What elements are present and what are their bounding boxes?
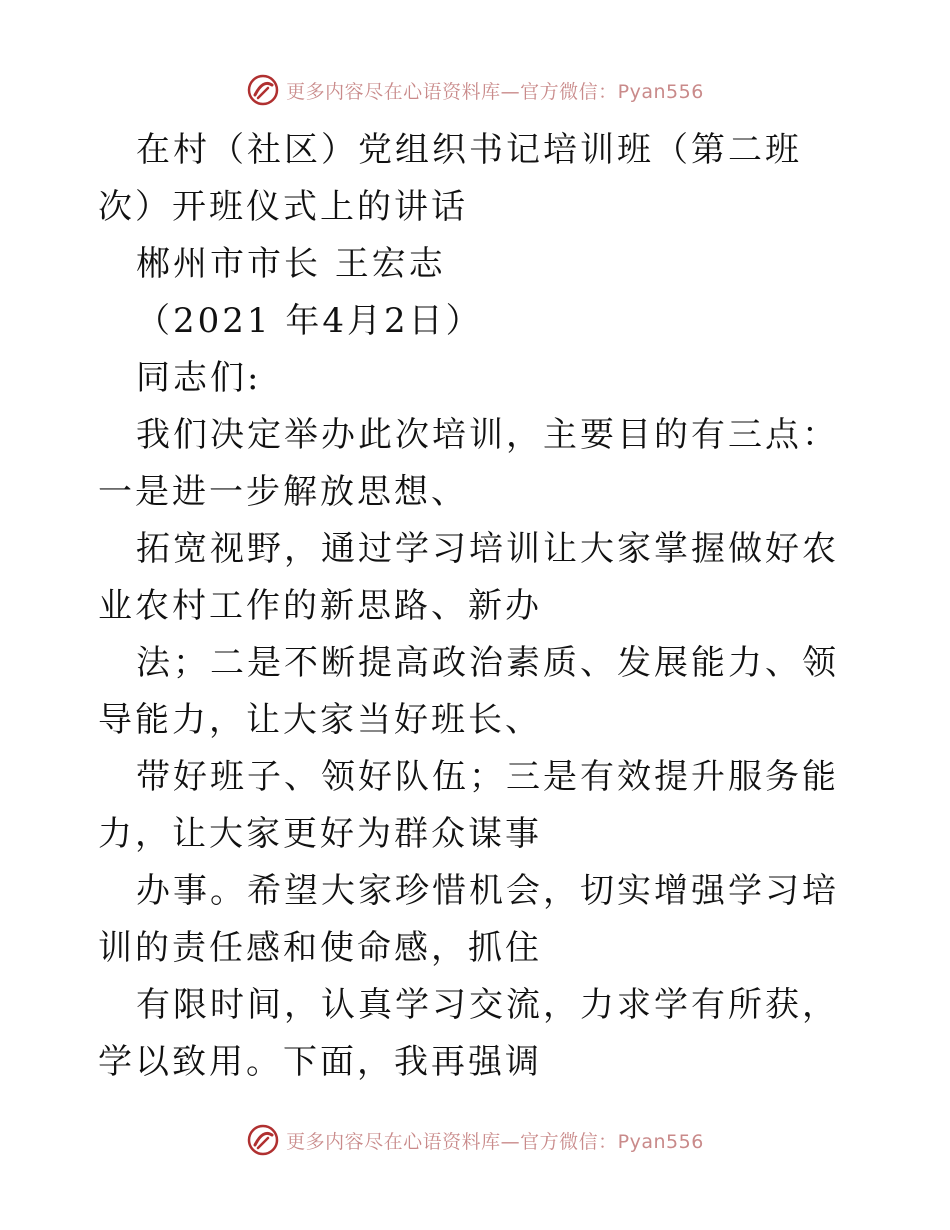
body-paragraph: 带好班子、领好队伍；三是有效提升服务能力，让大家更好为群众谋事 <box>98 757 839 854</box>
body-paragraph: 拓宽视野，通过学习培训让大家掌握做好农业农村工作的新思路、新办 <box>98 529 839 626</box>
watermark-header <box>0 68 950 112</box>
brand-logo-icon <box>246 1123 280 1157</box>
body-paragraph: 我们决定举办此次培训，主要目的有三点：一是进一步解放思想、 <box>98 415 839 512</box>
watermark-text: 更多内容尽在心语资料库—官方微信：Pyan556 <box>286 1130 704 1153</box>
brand-logo-icon <box>246 73 280 107</box>
body-paragraph: 法；二是不断提高政治素质、发展能力、领导能力，让大家当好班长、 <box>98 643 839 740</box>
date-line: （2021 年4月2日） <box>136 301 483 341</box>
speaker-line: 郴州市市长 王宏志 <box>136 244 446 284</box>
body-paragraph: 有限时间，认真学习交流，力求学有所获，学以致用。下面，我再强调 <box>98 985 839 1082</box>
document-title: 在村（社区）党组织书记培训班（第二班次）开班仪式上的讲话 <box>98 130 802 227</box>
watermark-footer <box>0 1118 950 1162</box>
salutation: 同志们: <box>136 358 262 398</box>
watermark-text: 更多内容尽在心语资料库—官方微信：Pyan556 <box>286 80 704 103</box>
body-paragraph: 办事。希望大家珍惜机会，切实增强学习培训的责任感和使命感，抓住 <box>98 871 839 968</box>
document-body <box>98 122 858 1091</box>
